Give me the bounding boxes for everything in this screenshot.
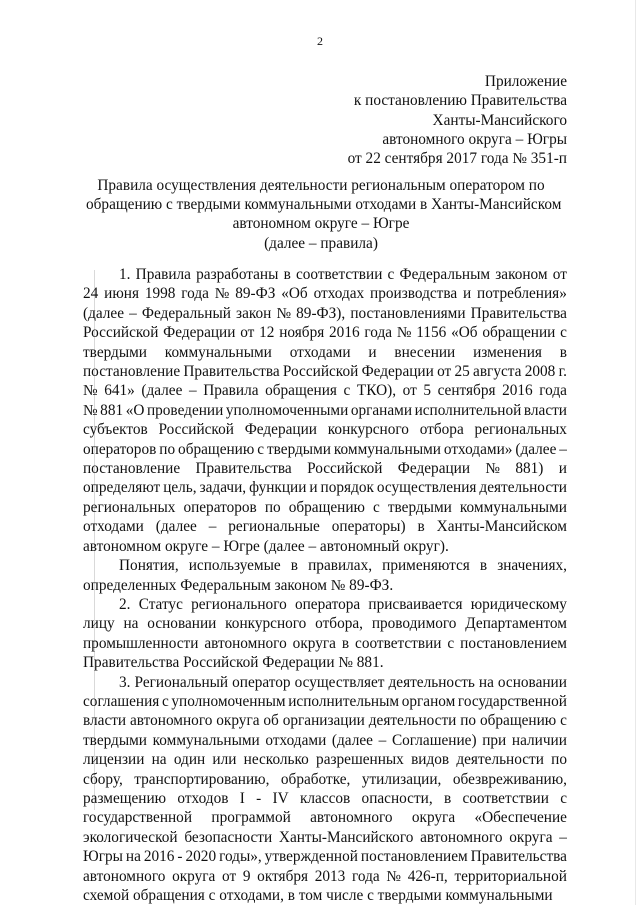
text-line: № 881 «О проведении уполномоченными органами исполнительной власти: [83, 401, 567, 419]
document-body: [83, 265, 567, 905]
text-line: определяют цель, задачи, функции и порядок осуществления деятельности: [83, 479, 567, 497]
appendix-header: [348, 72, 567, 168]
text-line: соглашения с уполномоченным исполнительным органом государственной: [83, 692, 567, 710]
text-line: постановление Правительства Российской Федерации № 881) и: [83, 460, 567, 478]
text-line: автономном округе – Югре (далее – автономный округ).: [83, 537, 449, 555]
document-title: [86, 176, 562, 253]
text-line: схемой обращения с отходами, в том числе с твердыми коммунальными: [83, 887, 553, 904]
text-line: № 641» (далее – Правила обращения с ТКО), от 5 сентября 2016 года: [83, 382, 567, 400]
appendix-line: Приложение: [484, 73, 567, 90]
title-line: Правила осуществления деятельности региональным оператором по: [97, 177, 545, 194]
text-line: субъектов Российской Федерации конкурсного отбора региональных: [83, 421, 567, 439]
text-line: операторов по обращению с твердыми коммунальными отходами» (далее –: [83, 440, 567, 458]
appendix-line: от 22 сентября 2017 года № 351-п: [347, 150, 567, 168]
text-line: промышленности автономного округа в соответствии с постановлением: [83, 634, 567, 652]
text-line: государственной программой автономного округа «Обеспечение: [83, 809, 567, 827]
scan-edge-line: [635, 0, 636, 905]
appendix-line: к постановлению Правительства: [353, 92, 567, 110]
text-line: 3. Региональный оператор осуществляет деятельность на основании: [119, 673, 567, 691]
text-line: 1. Правила разработаны в соответствии с Федеральным законом от: [119, 266, 567, 283]
paragraph: [83, 265, 567, 556]
text-line: автономного округа от 9 октября 2013 года № 426-п, территориальной: [83, 867, 567, 885]
text-line: сбору, транспортированию, обработке, утилизации, обезвреживанию,: [83, 770, 567, 788]
text-line: размещению отходов I - IV классов опасности, в соответствии с: [83, 789, 567, 807]
text-line: Понятия, используемые в правилах, применяются в значениях,: [119, 557, 567, 575]
title-line: обращению с твердыми коммунальными отходами в Ханты-Мансийском: [86, 196, 562, 214]
text-line: твердыми коммунальными отходами (далее – Соглашение) при наличии: [83, 731, 567, 749]
page-number: 2: [317, 34, 323, 48]
text-line: Правительства Российской Федерации № 881.: [83, 654, 384, 672]
text-line: власти автономного округа об организации деятельности по обращению с: [83, 712, 567, 730]
paragraph: [83, 595, 567, 673]
text-line: определенных Федеральным законом № 89-ФЗ.: [83, 576, 394, 594]
text-line: экологической безопасности Ханты-Мансийского автономного округа –: [83, 828, 567, 846]
title-line: (далее – правила): [264, 234, 378, 252]
title-line: автономном округе – Югре: [232, 215, 410, 233]
text-line: постановление Правительства Российской Федерации от 25 августа 2008 г.: [83, 363, 567, 381]
text-line: региональных операторов по обращению с твердыми коммунальными: [83, 498, 567, 516]
text-line: Российской Федерации от 12 ноября 2016 года № 1156 «Об обращении с: [83, 324, 567, 342]
text-line: 2. Статус регионального оператора присваивается юридическому: [119, 595, 567, 613]
text-line: (далее – Федеральный закон № 89-ФЗ), постановлениями Правительства: [83, 304, 567, 322]
text-line: лицензии на один или несколько разрешенных видов деятельности по: [83, 751, 567, 769]
text-line: твердыми коммунальными отходами и внесении изменения в: [83, 343, 567, 361]
paragraph: [83, 556, 567, 595]
paragraph: [83, 673, 567, 905]
appendix-line: Ханты-Мансийского: [432, 111, 567, 129]
text-line: отходами (далее – региональные операторы) в Ханты-Мансийском: [83, 518, 567, 536]
text-line: Югры на 2016 - 2020 годы», утвержденной постановлением Правительства: [83, 848, 567, 866]
text-line: лицу на основании конкурсного отбора, проводимого Департаментом: [83, 615, 567, 633]
appendix-line: автономного округа – Югры: [382, 130, 567, 148]
text-line: 24 июня 1998 года № 89-ФЗ «Об отходах производства и потребления»: [83, 285, 567, 303]
